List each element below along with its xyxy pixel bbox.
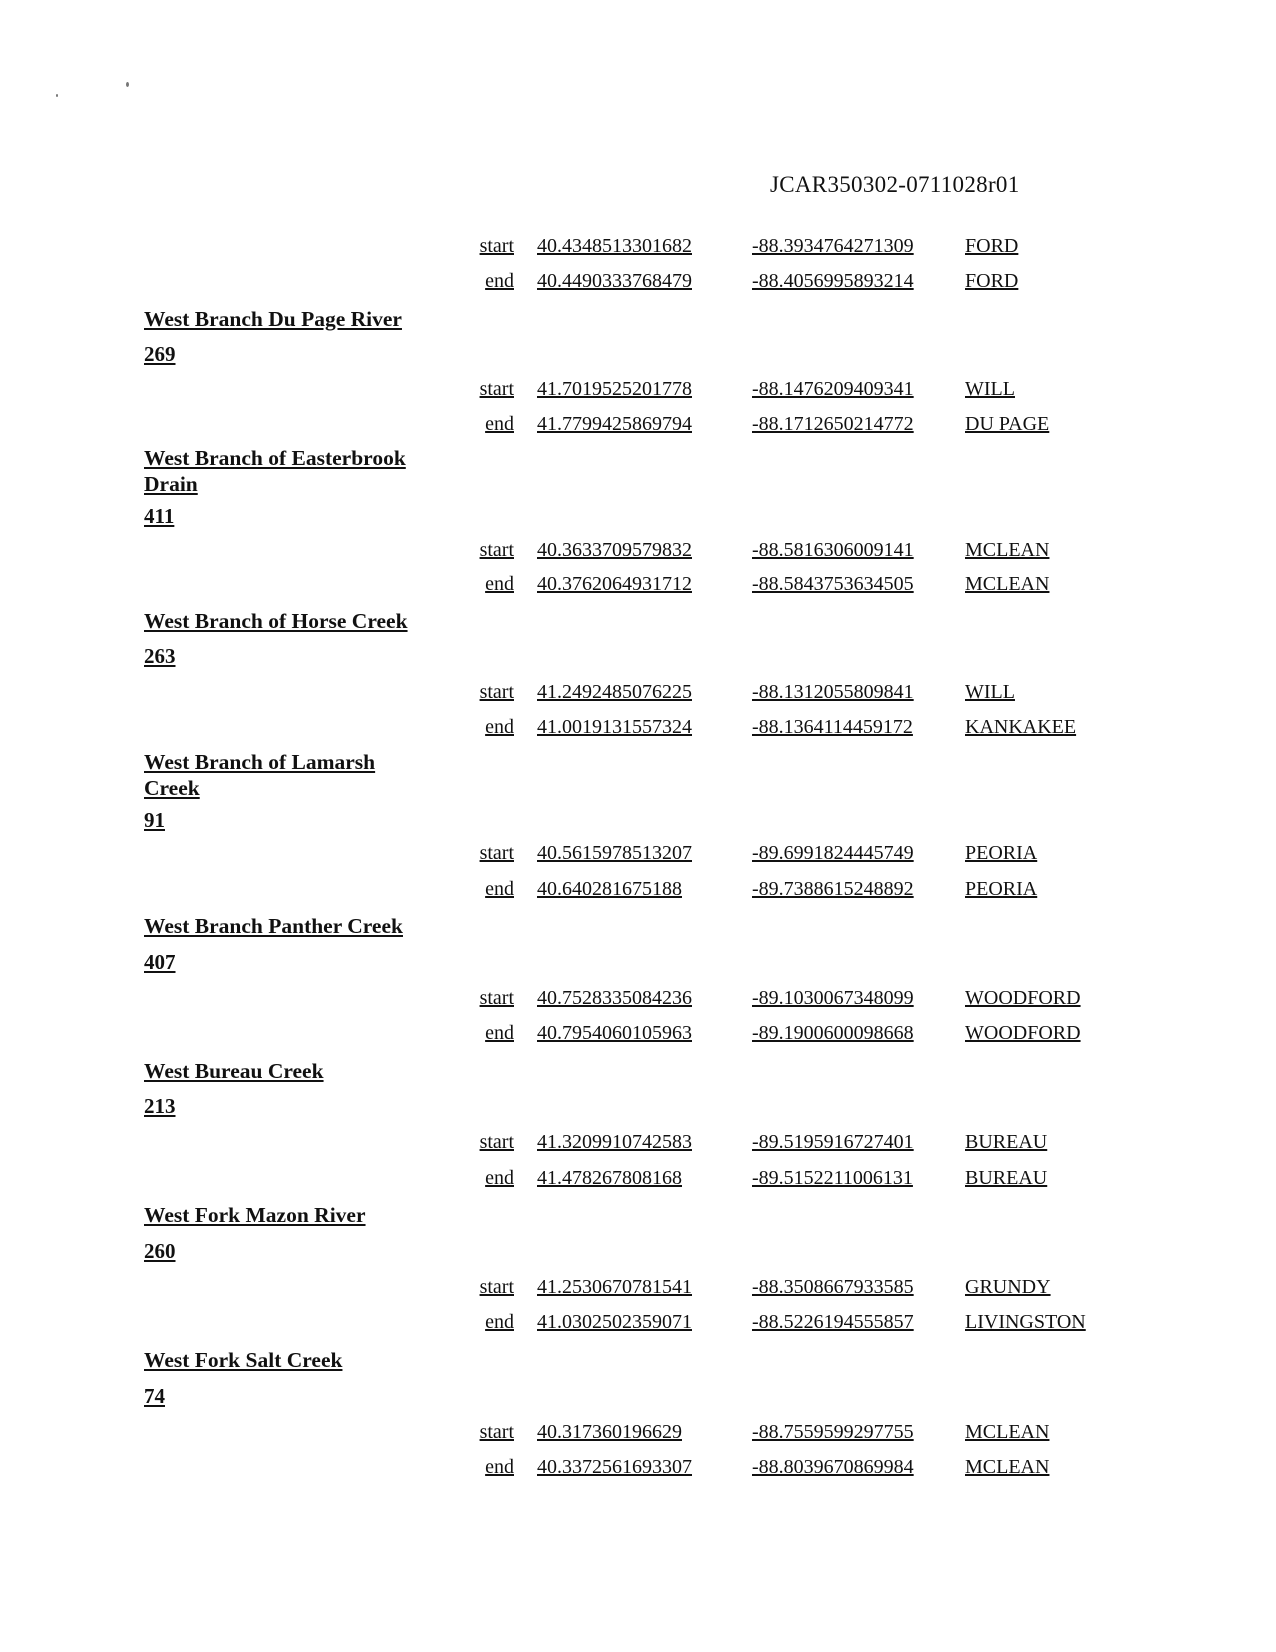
county: WOODFORD: [965, 1022, 1081, 1044]
stream-name: West Fork Salt Creek: [144, 1348, 343, 1372]
longitude: -88.5843753634505: [752, 573, 914, 595]
longitude: -88.3508667933585: [752, 1276, 914, 1298]
row-label: end: [485, 1456, 514, 1478]
longitude: -88.8039670869984: [752, 1456, 914, 1478]
row-label: end: [485, 1311, 514, 1333]
latitude: 41.0302502359071: [537, 1311, 692, 1333]
stream-name: West Branch Panther Creek: [144, 914, 403, 938]
stream-id: 407: [144, 950, 176, 974]
latitude: 41.478267808168: [537, 1167, 682, 1189]
latitude: 40.640281675188: [537, 878, 682, 900]
longitude: -88.5816306009141: [752, 539, 914, 561]
row-label: start: [479, 1421, 514, 1443]
row-label: start: [479, 378, 514, 400]
latitude: 41.3209910742583: [537, 1131, 692, 1153]
stream-id: 74: [144, 1384, 165, 1408]
county: MCLEAN: [965, 573, 1050, 595]
longitude: -88.7559599297755: [752, 1421, 914, 1443]
county: DU PAGE: [965, 413, 1050, 435]
county: KANKAKEE: [965, 716, 1077, 738]
county: GRUNDY: [965, 1276, 1051, 1298]
longitude: -89.5152211006131: [752, 1167, 913, 1189]
stream-name: West Branch of Horse Creek: [144, 609, 408, 633]
stream-id: 263: [144, 644, 176, 668]
latitude: 40.7954060105963: [537, 1022, 692, 1044]
county: WILL: [965, 378, 1015, 400]
scan-speck: [56, 94, 58, 97]
row-label: end: [485, 1167, 514, 1189]
longitude: -88.1364114459172: [752, 716, 913, 738]
row-label: end: [485, 573, 514, 595]
longitude: -89.5195916727401: [752, 1131, 914, 1153]
longitude: -88.1712650214772: [752, 413, 914, 435]
document-id: JCAR350302-0711028r01: [770, 172, 1020, 197]
county: LIVINGSTON: [965, 1311, 1086, 1333]
coordinate-row: [0, 410, 1276, 438]
row-label: end: [485, 878, 514, 900]
longitude: -89.6991824445749: [752, 842, 914, 864]
county: MCLEAN: [965, 1456, 1050, 1478]
coordinate-row: [0, 875, 1276, 903]
longitude: -89.7388615248892: [752, 878, 914, 900]
coordinate-row: [0, 1273, 1276, 1301]
row-label: end: [485, 1022, 514, 1044]
county: MCLEAN: [965, 1421, 1050, 1443]
county: MCLEAN: [965, 539, 1050, 561]
longitude: -88.4056995893214: [752, 270, 914, 292]
stream-id: 213: [144, 1094, 176, 1118]
longitude: -88.1312055809841: [752, 681, 914, 703]
scan-speck: [126, 82, 129, 87]
county: BUREAU: [965, 1131, 1048, 1153]
county: PEORIA: [965, 842, 1038, 864]
coordinate-row: [0, 536, 1276, 564]
stream-name: West Branch Du Page River: [144, 307, 402, 331]
stream-id: 260: [144, 1239, 176, 1263]
latitude: 41.2530670781541: [537, 1276, 692, 1298]
latitude: 41.2492485076225: [537, 681, 692, 703]
longitude: -89.1900600098668: [752, 1022, 914, 1044]
row-label: start: [479, 1276, 514, 1298]
coordinate-row: [0, 713, 1276, 741]
stream-name: West Branch of Lamarsh Creek: [144, 750, 376, 800]
row-label: start: [479, 539, 514, 561]
row-label: start: [479, 1131, 514, 1153]
latitude: 40.4348513301682: [537, 235, 692, 257]
stream-name: West Bureau Creek: [144, 1059, 324, 1083]
latitude: 40.3372561693307: [537, 1456, 692, 1478]
coordinate-row: [0, 267, 1276, 295]
stream-id: 411: [144, 504, 175, 528]
latitude: 41.7019525201778: [537, 378, 692, 400]
coordinate-row: [0, 375, 1276, 403]
coordinate-row: [0, 1164, 1276, 1192]
latitude: 41.7799425869794: [537, 413, 692, 435]
latitude: 40.3633709579832: [537, 539, 692, 561]
stream-name: West Fork Mazon River: [144, 1203, 366, 1227]
coordinate-row: [0, 1453, 1276, 1481]
latitude: 40.7528335084236: [537, 987, 692, 1009]
stream-id: 269: [144, 342, 176, 366]
row-label: start: [479, 235, 514, 257]
longitude: -89.1030067348099: [752, 987, 914, 1009]
stream-id: 91: [144, 808, 165, 832]
county: FORD: [965, 270, 1019, 292]
row-label: end: [485, 270, 514, 292]
latitude: 40.3762064931712: [537, 573, 692, 595]
row-label: start: [479, 987, 514, 1009]
county: FORD: [965, 235, 1019, 257]
coordinate-row: [0, 1418, 1276, 1446]
row-label: start: [479, 681, 514, 703]
longitude: -88.5226194555857: [752, 1311, 914, 1333]
row-label: end: [485, 413, 514, 435]
coordinate-row: [0, 1128, 1276, 1156]
longitude: -88.1476209409341: [752, 378, 914, 400]
row-label: end: [485, 716, 514, 738]
latitude: 41.0019131557324: [537, 716, 692, 738]
county: WILL: [965, 681, 1015, 703]
coordinate-row: [0, 839, 1276, 867]
coordinate-row: [0, 570, 1276, 598]
county: PEORIA: [965, 878, 1038, 900]
stream-name: West Branch of Easterbrook Drain: [144, 446, 406, 496]
latitude: 40.4490333768479: [537, 270, 692, 292]
coordinate-row: [0, 1019, 1276, 1047]
coordinate-row: [0, 678, 1276, 706]
row-label: start: [479, 842, 514, 864]
county: BUREAU: [965, 1167, 1048, 1189]
latitude: 40.5615978513207: [537, 842, 692, 864]
coordinate-row: [0, 984, 1276, 1012]
coordinate-row: [0, 232, 1276, 260]
longitude: -88.3934764271309: [752, 235, 914, 257]
coordinate-row: [0, 1308, 1276, 1336]
county: WOODFORD: [965, 987, 1081, 1009]
latitude: 40.317360196629: [537, 1421, 682, 1443]
